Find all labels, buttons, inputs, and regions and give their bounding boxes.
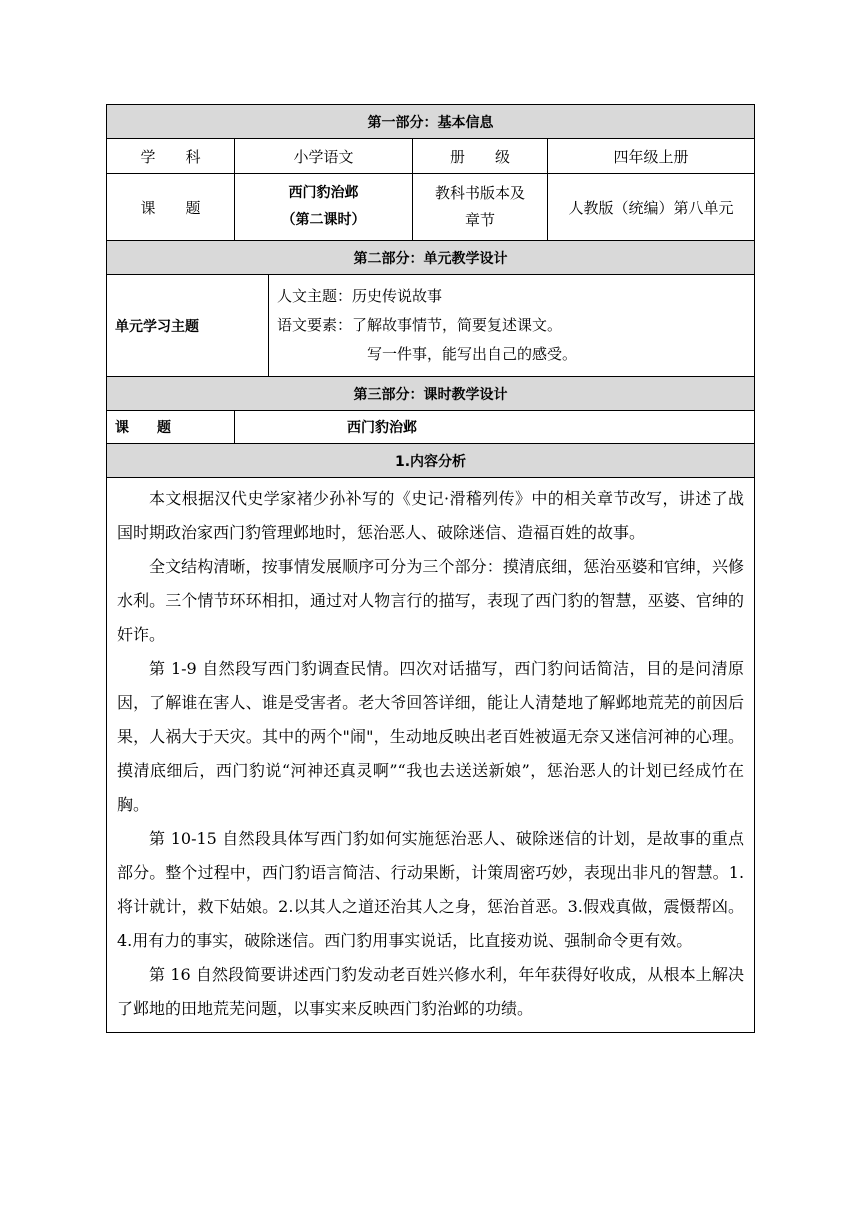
content-analysis-header: 1.内容分析 (107, 444, 755, 478)
part1-header: 第一部分：基本信息 (107, 105, 755, 139)
analysis-paragraph: 第 1-9 自然段写西门豹调查民情。四次对话描写，西门豹问话简洁，目的是问清原因，了解谁在害人、谁是受害者。老大爷回答详细，能让人清楚地了解邺地荒芜的前因后果，人祸大于天灾。其中的两个"闹"，生动地反映出老百姓被逼无奈又迷信河神的心理。摸清底细后，西门豹说“河神还真灵啊”“我也去送送新娘”，惩治恶人的计划已经成竹在胸。 (117, 659, 745, 814)
edition-label-line1: 教科书版本及 (434, 184, 525, 202)
unit-theme-content (269, 275, 755, 377)
analysis-paragraph: 全文结构清晰，按事情发展顺序可分为三个部分：摸清底细，惩治巫婆和官绅，兴修水利。三个情节环环相扣，通过对人物言行的描写，表现了西门豹的智慧，巫婆、官绅的奸诈。 (117, 557, 745, 644)
grade-label: 册 级 (413, 139, 548, 174)
unit-theme-label: 单元学习主题 (107, 275, 269, 377)
topic-value-line1: 西门豹治邺 (288, 185, 359, 201)
edition-label-line2: 章节 (464, 211, 495, 229)
analysis-paragraph: 第 16 自然段简要讲述西门豹发动老百姓兴修水利，年年获得好收成，从根本上解决了邺地的田地荒芜问题，以事实来反映西门豹治邺的功绩。 (117, 965, 745, 1018)
lesson-topic-label: 课 题 (107, 411, 235, 444)
subject-label: 学 科 (107, 139, 235, 174)
edition-label (413, 174, 548, 241)
topic-label: 课 题 (107, 174, 235, 241)
edition-value: 人教版（统编）第八单元 (548, 174, 755, 241)
subject-value: 小学语文 (235, 139, 413, 174)
theme-language-elements: 语文要素：了解故事情节，简要复述课文。 (277, 316, 563, 334)
theme-humanities: 人文主题：历史传说故事 (277, 287, 443, 305)
topic-value-line2: （第二课时） (281, 212, 366, 228)
analysis-paragraph: 第 10-15 自然段具体写西门豹如何实施惩治恶人、破除迷信的计划，是故事的重点部分。整个过程中，西门豹语言简洁、行动果断，计策周密巧妙，表现出非凡的智慧。1.将计就计，救下姑娘。2.以其人之道还治其人之身，惩治首恶。3.假戏真做，震慑帮凶。4.用有力的事实，破除迷信。西门豹用事实说话，比直接劝说、强制命令更有效。 (117, 829, 745, 950)
grade-value: 四年级上册 (548, 139, 755, 174)
part2-header: 第二部分：单元教学设计 (107, 241, 755, 275)
lesson-topic-value: 西门豹治邺 (235, 411, 755, 444)
part3-header: 第三部分：课时教学设计 (107, 377, 755, 411)
analysis-paragraph: 本文根据汉代史学家褚少孙补写的《史记·滑稽列传》中的相关章节改写，讲述了战国时期政治家西门豹管理邺地时，惩治恶人、破除迷信、造福百姓的故事。 (117, 489, 745, 542)
theme-language-elements-cont: 写一件事，能写出自己的感受。 (367, 345, 578, 363)
lesson-plan-table (106, 104, 755, 1033)
content-analysis-body (107, 478, 755, 1033)
topic-value (235, 174, 413, 241)
